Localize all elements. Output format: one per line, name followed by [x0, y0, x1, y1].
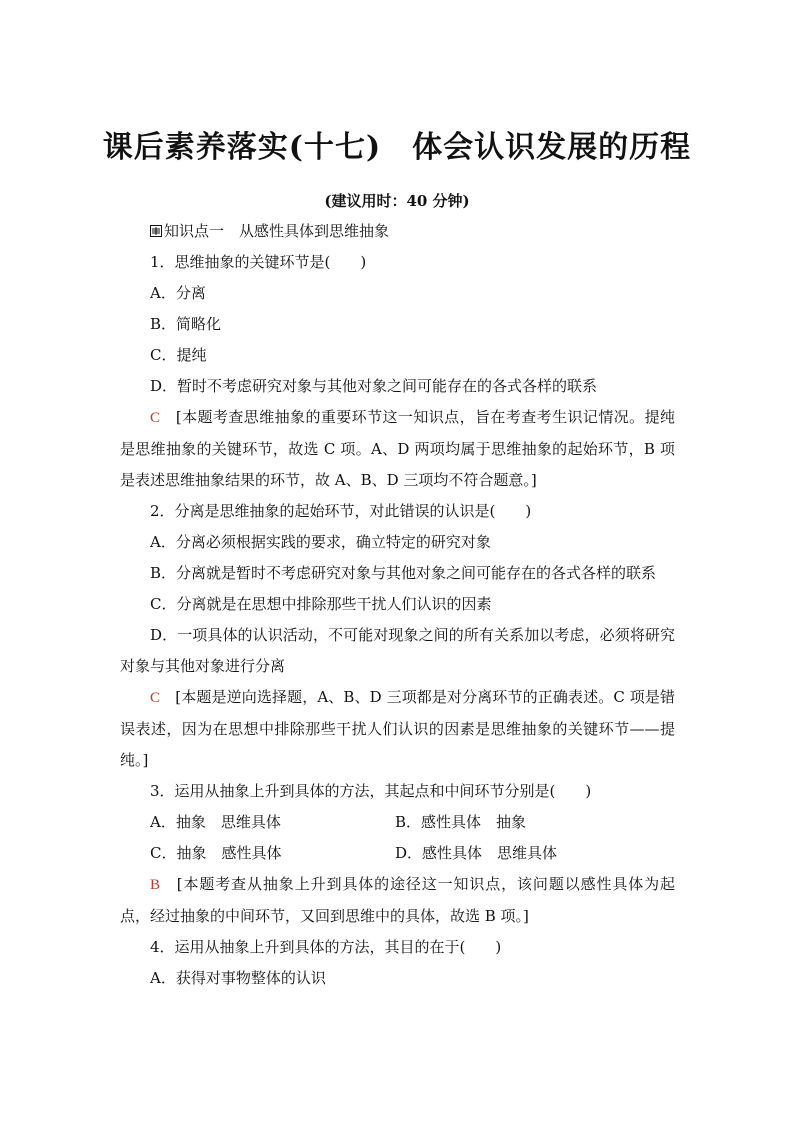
question-2-explanation: [本题是逆向选择题，A、B、D 三项都是对分离环节的正确表述。C 项是错误表述，因为在思想中排除那些干扰人们认识的因素是思维抽象的关键环节——提纯。] [120, 688, 675, 769]
question-3-options-row-2 [120, 838, 675, 869]
question-3-option-b: B．感性具体 抽象 [395, 813, 527, 831]
question-3-answer: B [150, 877, 161, 893]
suggested-time: (建议用时：40 分钟) [324, 192, 470, 210]
question-1-explanation: [本题考查思维抽象的重要环节这一知识点，旨在考查考生识记情况。提纯是思维抽象的关键环节，故选 C 项。A、D 两项均属于思维抽象的起始环节，B 项是表述思维抽象结果的环节，故 A、B、D 三项均不符合题意。] [120, 408, 675, 489]
page-title: 课后素养落实(十七) 体会认识发展的历程 [102, 130, 692, 165]
question-2-stem: 2．分离是思维抽象的起始环节，对此错误的认识是( ) [150, 502, 532, 520]
question-2-option-a: A．分离必须根据实践的要求，确立特定的研究对象 [150, 533, 491, 551]
knowledge-point-icon [150, 225, 162, 237]
question-1-stem: 1．思维抽象的关键环节是( ) [150, 253, 367, 271]
question-4-stem: 4．运用从抽象上升到具体的方法，其目的在于( ) [150, 938, 502, 956]
question-1-option-d: D．暂时不考虑研究对象与其他对象之间可能存在的各式各样的联系 [150, 377, 598, 395]
question-3-option-a: A．抽象 思维具体 [150, 813, 281, 831]
question-4-option-a: A．获得对事物整体的认识 [150, 969, 326, 987]
question-3-stem: 3．运用从抽象上升到具体的方法，其起点和中间环节分别是( ) [150, 782, 592, 800]
question-1-option-a: A．分离 [150, 284, 206, 302]
content-body [120, 216, 675, 994]
question-1-option-c: C．提纯 [150, 346, 207, 364]
question-3-options-row-1 [120, 807, 675, 838]
question-2-analysis [120, 682, 675, 776]
question-1-option-b: B．简略化 [150, 315, 222, 333]
question-3-analysis [120, 869, 675, 932]
question-3-option-d: D．感性具体 思维具体 [395, 844, 558, 862]
question-1-answer: C [150, 410, 161, 426]
question-2-option-c: C．分离就是在思想中排除那些干扰人们认识的因素 [150, 595, 492, 613]
question-2-option-d: D．一项具体的认识活动，不可能对现象之间的所有关系加以考虑，必须将研究对象与其他对象进行分离 [120, 626, 675, 675]
question-2-option-b: B．分离就是暂时不考虑研究对象与其他对象之间可能存在的各式各样的联系 [150, 564, 657, 582]
question-1-analysis [120, 402, 675, 496]
section-label: 知识点一 从感性具体到思维抽象 [164, 222, 390, 240]
question-2-answer: C [150, 690, 161, 706]
section-heading [120, 216, 675, 247]
question-3-option-c: C．抽象 感性具体 [150, 844, 282, 862]
question-3-explanation: [本题考查从抽象上升到具体的途径这一知识点，该问题以感性具体为起点，经过抽象的中间环节，又回到思维中的具体，故选 B 项。] [120, 875, 675, 925]
